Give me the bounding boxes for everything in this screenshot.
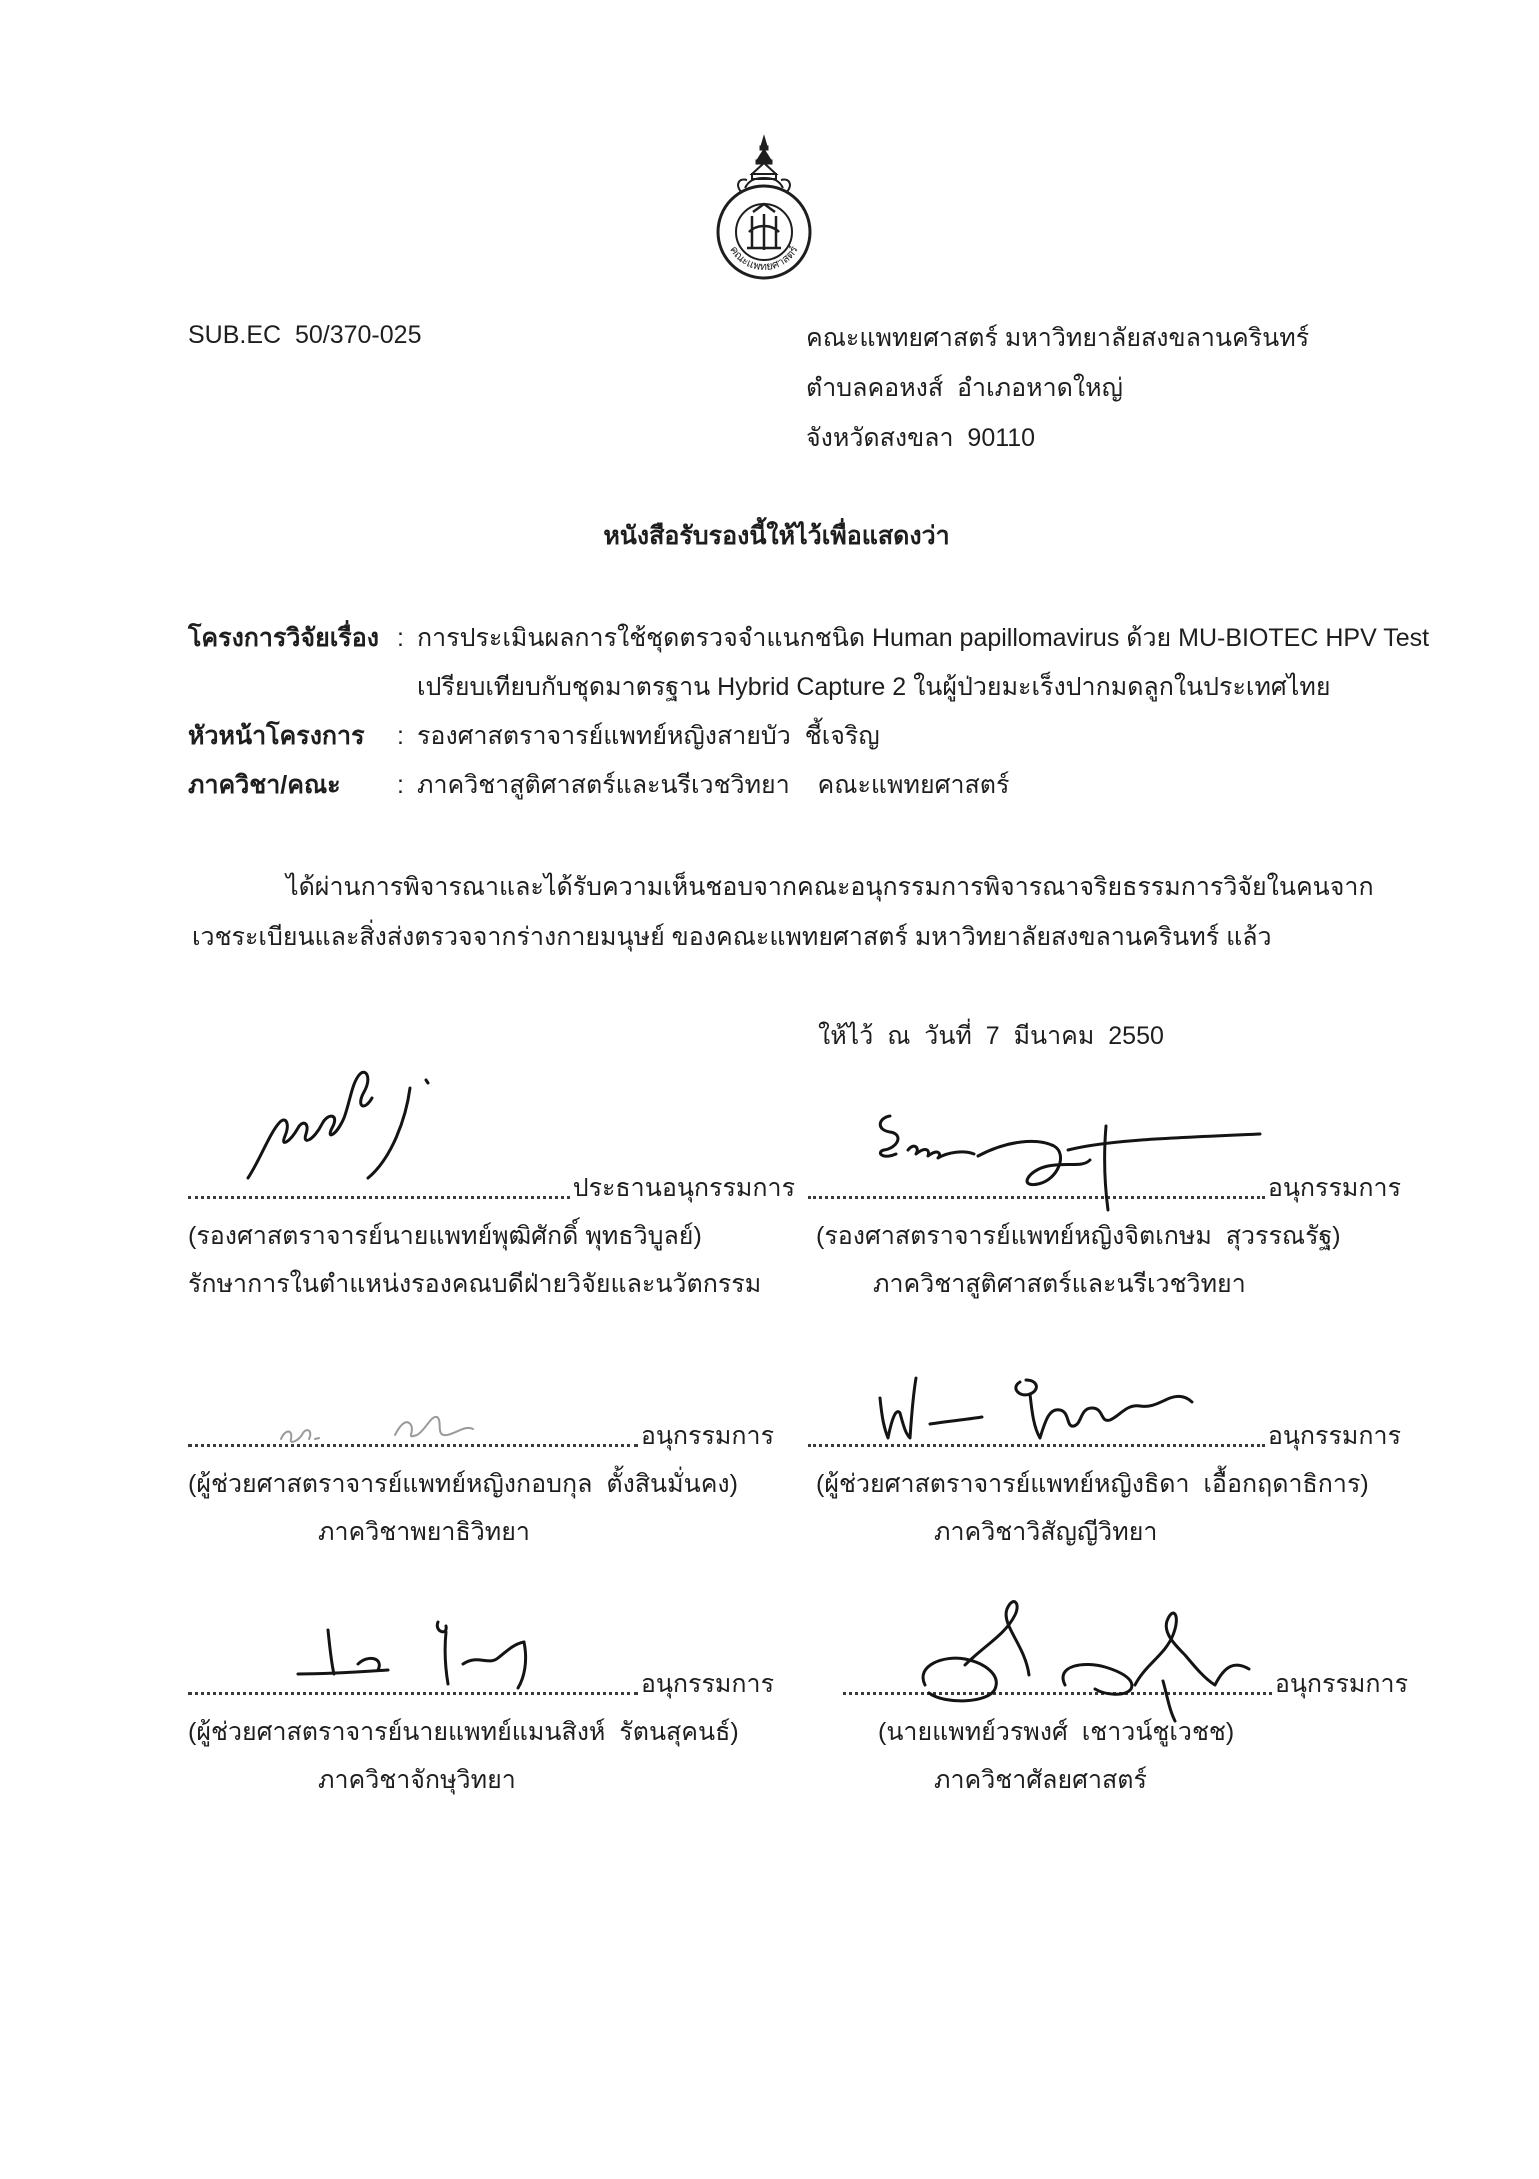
signatory-name: (นายแพทย์วรพงศ์ เชาวน์ชูเวชช) <box>878 1718 1235 1746</box>
handwritten-signature <box>275 1405 485 1450</box>
reference-number: SUB.EC 50/370-025 <box>188 321 422 349</box>
faculty-seal-icon <box>697 134 831 286</box>
faculty-address <box>806 313 1466 463</box>
statement-line: ได้ผ่านการพิจารณาและได้รับความเห็นชอบจากคณะอนุกรรมการพิจารณาจริยธรรมการวิจัยในคนจาก <box>286 873 1374 901</box>
signatory-role: อนุกรรมการ <box>1267 1174 1401 1202</box>
statement-line: เวชระเบียนและสิ่งส่งตรวจจากร่างกายมนุษย์ ของคณะแพทยศาสตร์ มหาวิทยาลัยสงขลานครินทร์ แล้ว <box>192 923 1272 951</box>
signatory-name: (ผู้ช่วยศาสตราจารย์แพทย์หญิงธิดา เอื้อกฤดาธิการ) <box>816 1470 1369 1498</box>
address-line: จังหวัดสงขลา 90110 <box>806 424 1036 452</box>
signature-dotted-line <box>188 1692 638 1695</box>
handwritten-signature <box>905 1585 1265 1725</box>
signatory-name: (รองศาสตราจารย์นายแพทย์พุฒิศักดิ์ พุทธวิบูลย์) <box>188 1222 702 1250</box>
signatory-affiliation: ภาควิชาวิสัญญีวิทยา <box>934 1518 1158 1546</box>
handwritten-signature <box>868 1108 1268 1218</box>
project-title-label: โครงการวิจัยเรื่อง <box>188 624 379 652</box>
signatory-role: อนุกรรมการ <box>640 1422 774 1450</box>
handwritten-signature <box>288 1612 563 1692</box>
signatory-affiliation: รักษาการในตำแหน่งรองคณบดีฝ่ายวิจัยและนวัตกรรม <box>188 1270 762 1298</box>
signatory-name: (ผู้ช่วยศาสตราจารย์นายแพทย์แมนสิงห์ รัตนสุคนธ์) <box>188 1718 739 1746</box>
approval-statement <box>192 862 1442 962</box>
address-line: ตำบลคอหงส์ อำเภอหาดใหญ่ <box>806 374 1123 402</box>
separator: : <box>397 771 404 799</box>
signatory-affiliation: ภาควิชาสูติศาสตร์และนรีเวชวิทยา <box>873 1270 1246 1298</box>
seal-text: คณะแพทยศาสตร์ <box>727 243 801 274</box>
signatory-role: อนุกรรมการ <box>1274 1670 1408 1698</box>
separator: : <box>397 624 404 652</box>
project-leader-label: หัวหน้าโครงการ <box>188 722 365 750</box>
signatory-affiliation: ภาควิชาศัลยศาสตร์ <box>934 1766 1147 1794</box>
address-line: คณะแพทยศาสตร์ มหาวิทยาลัยสงขลานครินทร์ <box>806 324 1310 352</box>
handwritten-signature <box>240 1060 440 1190</box>
separator: : <box>397 722 404 750</box>
department: ภาควิชาสูติศาสตร์และนรีเวชวิทยา คณะแพทยศาสตร์ <box>417 771 1010 799</box>
signatory-name: (รองศาสตราจารย์แพทย์หญิงจิตเกษม สุวรรณรัฐ) <box>816 1222 1341 1250</box>
signatory-role: อนุกรรมการ <box>1267 1422 1401 1450</box>
signature-dotted-line <box>188 1196 570 1199</box>
project-leader: รองศาสตราจารย์แพทย์หญิงสายบัว ชี้เจริญ <box>417 722 880 750</box>
signatory-name: (ผู้ช่วยศาสตราจารย์แพทย์หญิงกอบกุล ตั้งสินมั่นคง) <box>188 1470 738 1498</box>
project-title-line: การประเมินผลการใช้ชุดตรวจจำแนกชนิด Human papillomavirus ด้วย MU-BIOTEC HPV Test <box>417 624 1430 652</box>
signatory-role: อนุกรรมการ <box>640 1670 774 1698</box>
signatory-affiliation: ภาควิชาจักษุวิทยา <box>318 1766 516 1794</box>
project-title-line: เปรียบเทียบกับชุดมาตรฐาน Hybrid Capture 2 ในผู้ป่วยมะเร็งปากมดลูกในประเทศไทย <box>417 673 1331 701</box>
handwritten-signature <box>870 1368 1200 1448</box>
certificate-title: หนังสือรับรองนี้ให้ไว้เพื่อแสดงว่า <box>603 522 950 550</box>
project-details <box>188 614 1458 810</box>
department-label: ภาควิชา/คณะ <box>188 771 341 799</box>
signatory-role: ประธานอนุกรรมการ <box>572 1174 795 1202</box>
issue-date: ให้ไว้ ณ วันที่ 7 มีนาคม 2550 <box>818 1022 1164 1050</box>
signatory-affiliation: ภาควิชาพยาธิวิทยา <box>318 1518 530 1546</box>
